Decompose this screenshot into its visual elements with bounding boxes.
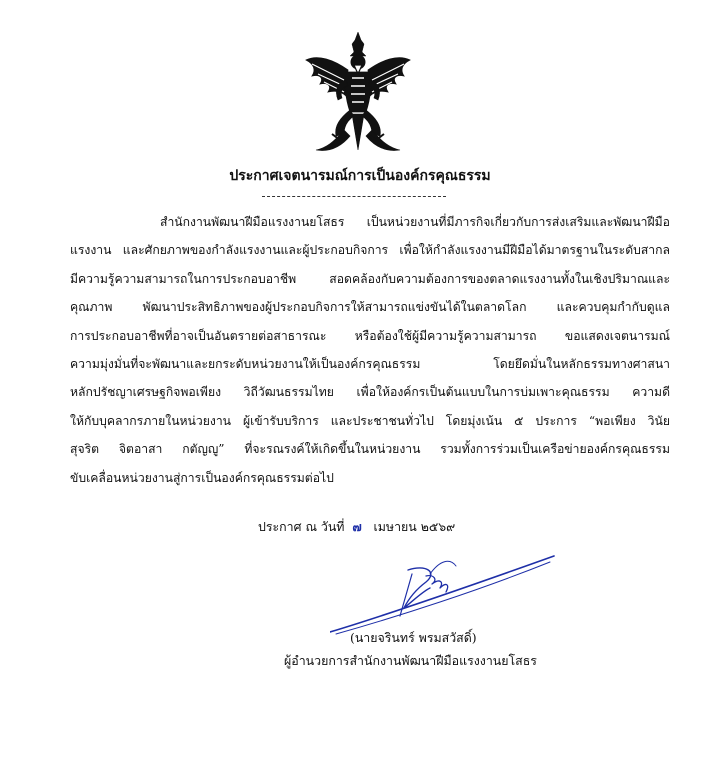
body-line: ความมุ่งมั่นที่จะพัฒนาและยกระดับหน่วยงานให้เป็นองค์กรคุณธรรม โดยยึดมั่นในหลักธรรมทางศาสนา: [70, 356, 670, 371]
body-line: ขับเคลื่อนหน่วยงานสู่การเป็นองค์กรคุณธรรมต่อไป: [70, 470, 334, 485]
handwritten-signature-icon: [330, 552, 560, 638]
date-month-year: เมษายน ๒๕๖๙: [373, 519, 456, 534]
date-prefix: ประกาศ ณ วันที่: [258, 519, 345, 534]
date-day: ๗: [352, 519, 362, 534]
body-line: มีความรู้ความสามารถในการประกอบอาชีพ สอดคล้องกับความต้องการของตลาดแรงงานทั้งในเชิงปริมาณและ: [70, 271, 670, 286]
document-title: ประกาศเจตนารมณ์การเป็นองค์กรคุณธรรม: [229, 168, 491, 184]
signer-position: ผู้อำนวยการสำนักงานพัฒนาฝีมือแรงงานยโสธร: [284, 653, 537, 668]
garuda-emblem-icon: [304, 30, 412, 158]
body-line: ให้กับบุคลากรภายในหน่วยงาน ผู้เข้ารับบริการ และประชาชนทั่วไป โดยมุ่งเน้น ๕ ประการ “พอเพียง วินัย: [70, 413, 670, 428]
body-line: การประกอบอาชีพที่อาจเป็นอันตรายต่อสาธารณะ หรือต้องใช้ผู้มีความรู้ความสามารถ ขอแสดงเจตนารมณ์: [70, 328, 670, 343]
title-divider: [262, 196, 446, 197]
signer-name: (นายจรินทร์ พรมสวัสดิ์): [350, 630, 477, 645]
body-line: แรงงาน และศักยภาพของกำลังแรงงานและผู้ประกอบกิจการ เพื่อให้กำลังแรงงานมีฝีมือได้มาตรฐานในระดับสากล: [70, 243, 670, 258]
body-line: สุจริต จิตอาสา กตัญญู” ที่จะรณรงค์ให้เกิดขึ้นในหน่วยงาน รวมทั้งการร่วมเป็นเครือข่ายองค์กรคุณธรรม: [70, 442, 670, 457]
announcement-date: [258, 518, 455, 537]
body-line: สำนักงานพัฒนาฝีมือแรงงานยโสธร เป็นหน่วยงานที่มีภารกิจเกี่ยวกับการส่งเสริมและพัฒนาฝีมือ: [160, 215, 670, 229]
body-line: หลักปรัชญาเศรษฐกิจพอเพียง วิถีวัฒนธรรมไทย เพื่อให้องค์กรเป็นต้นแบบในการบ่มเพาะคุณธรรม ความดี: [70, 385, 670, 400]
body-line: คุณภาพ พัฒนาประสิทธิภาพของผู้ประกอบกิจการให้สามารถแข่งขันได้ในตลาดโลก และควบคุมกำกับดูแล: [70, 300, 670, 315]
announcement-body: [70, 208, 670, 492]
